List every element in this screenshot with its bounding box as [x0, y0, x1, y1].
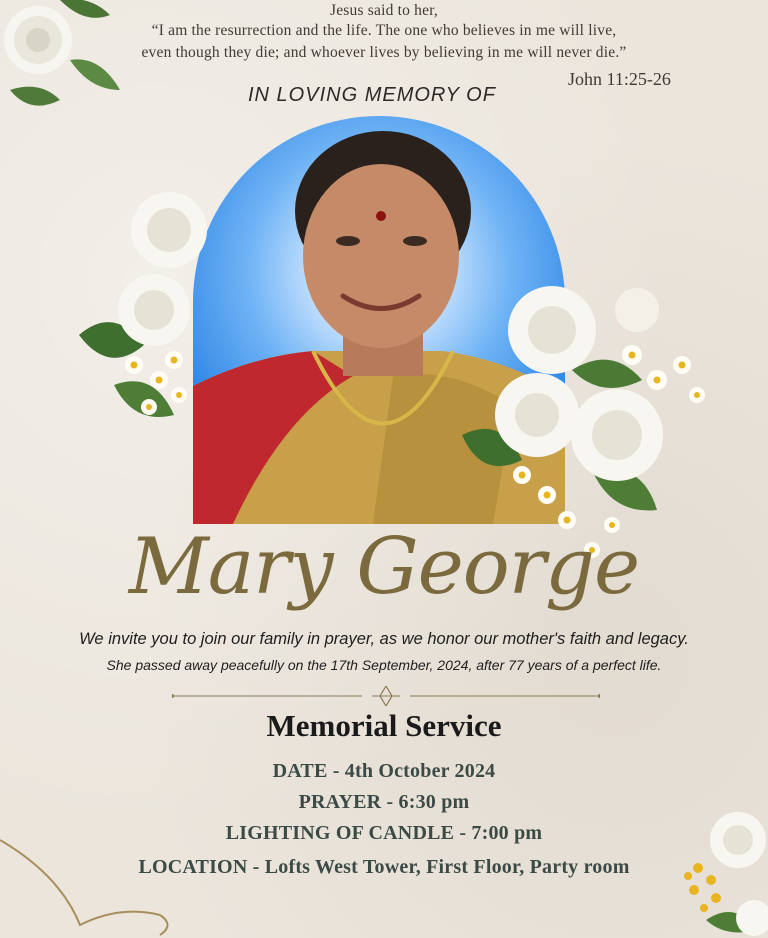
flower-bouquet-left	[74, 185, 234, 445]
passing-note: She passed away peacefully on the 17th September, 2024, after 77 years of a perfect life.	[106, 657, 662, 673]
verse-line-2: even though they die; and whoever lives by believing in me will never die.”	[141, 44, 627, 61]
service-location: LOCATION - Lofts West Tower, First Floor, Party room	[138, 856, 630, 878]
verse-reference: John 11:25-26	[568, 69, 671, 89]
swirl-decoration-bottom-left	[0, 835, 180, 938]
service-title: Memorial Service	[266, 708, 502, 743]
verse-intro: Jesus said to her,	[329, 2, 439, 19]
memory-heading: IN LOVING MEMORY OF	[248, 84, 496, 106]
service-date: DATE - 4th October 2024	[272, 760, 496, 782]
invitation-text: We invite you to join our family in prayer, as we honor our mother's faith and legacy.	[79, 630, 689, 648]
service-prayer-time: PRAYER - 6:30 pm	[298, 791, 470, 813]
ornament-divider	[172, 686, 600, 706]
service-candle-time: LIGHTING OF CANDLE - 7:00 pm	[225, 822, 543, 844]
verse-line-1: “I am the resurrection and the life. The one who believes in me will live,	[151, 22, 617, 39]
flower-decoration-bottom-right	[676, 810, 768, 938]
deceased-name: Mary George	[128, 522, 640, 612]
